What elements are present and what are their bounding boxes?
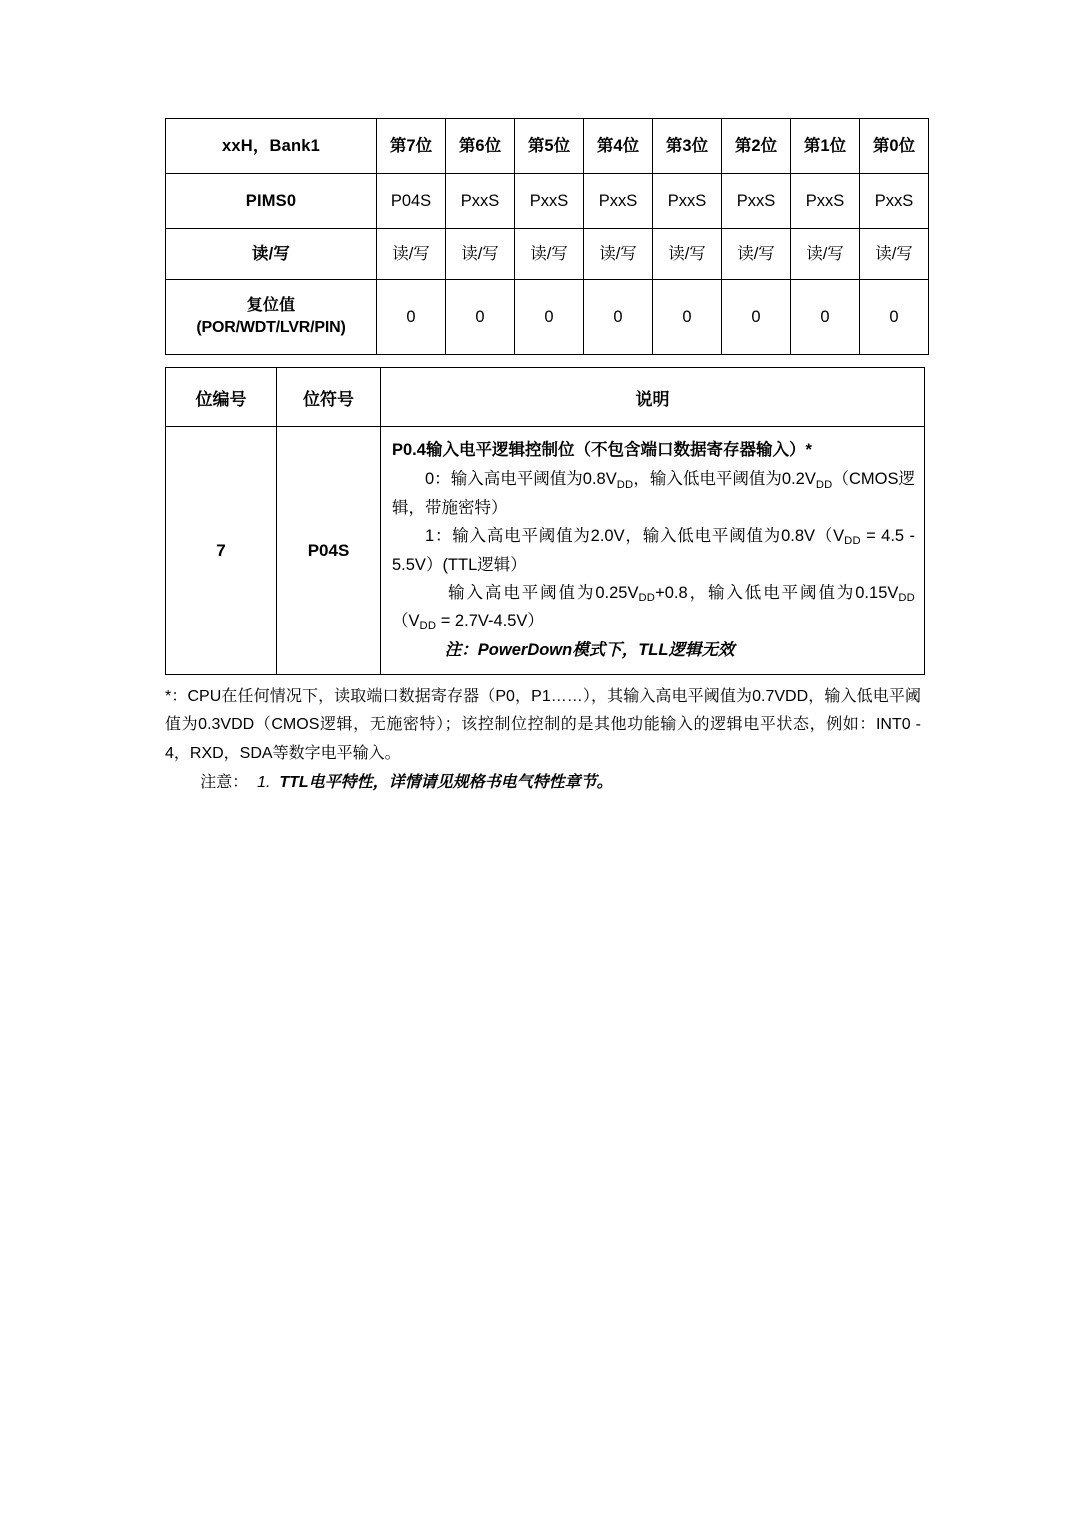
subscript-dd: DD xyxy=(844,535,861,548)
footnote-star: *：CPU在任何情况下，读取端口数据寄存器（P0，P1……），其输入高电平阈值为0.7VDD，输入低电平阈值为0.3VDD（CMOS逻辑，无施密特）；该控制位控制的是其他功能输入的逻辑电平状态，例如：INT0 - 4，RXD，SDA等数字电平输入。 xyxy=(165,688,921,762)
option-0-text-c: （CMOS逻辑，带施密特） xyxy=(392,470,915,517)
footnotes-section xyxy=(165,683,921,798)
document-content xyxy=(165,118,921,798)
bit-position-4: 第4位 xyxy=(584,119,653,174)
extra-text-d: = 2.7V-4.5V） xyxy=(436,612,544,631)
header-description: 说明 xyxy=(381,368,925,427)
bit-position-6: 第6位 xyxy=(446,119,515,174)
option-1-text-a: 1：输入高电平阈值为2.0V，输入低电平阈值为0.8V（V xyxy=(425,527,845,546)
table-row-read-write xyxy=(166,229,929,280)
reset-value-label-line1: 复位值 xyxy=(246,297,296,315)
cell-bit-number: 7 xyxy=(166,427,277,675)
read-write-2: 读/写 xyxy=(722,229,791,280)
cell-bit-symbol: P04S xyxy=(277,427,381,675)
read-write-4: 读/写 xyxy=(584,229,653,280)
subscript-dd: DD xyxy=(815,478,833,491)
register-address-label: xxH，Bank1 xyxy=(166,119,377,174)
read-write-5: 读/写 xyxy=(515,229,584,280)
bit-position-0: 第0位 xyxy=(860,119,929,174)
reset-value-1: 0 xyxy=(791,280,860,355)
bit-position-1: 第1位 xyxy=(791,119,860,174)
read-write-0: 读/写 xyxy=(860,229,929,280)
register-bitmap-table xyxy=(165,118,929,355)
description-option-1 xyxy=(392,522,915,579)
subscript-dd: DD xyxy=(638,592,656,605)
subscript-dd: DD xyxy=(419,620,437,633)
extra-text-a: 输入高电平阈值为0.25V xyxy=(448,583,639,602)
option-0-text-a: 0：输入高电平阈值为0.8V xyxy=(425,470,617,489)
table-row-reset-value xyxy=(166,280,929,355)
read-write-7: 读/写 xyxy=(377,229,446,280)
bit-symbol-3: PxxS xyxy=(653,174,722,229)
reset-value-7: 0 xyxy=(377,280,446,355)
reset-value-0: 0 xyxy=(860,280,929,355)
notice-label: 注意： xyxy=(200,774,249,792)
bit-position-7: 第7位 xyxy=(377,119,446,174)
bit-symbol-7: P04S xyxy=(377,174,446,229)
bit-symbol-2: PxxS xyxy=(722,174,791,229)
table-row xyxy=(166,427,925,675)
table-row-bit-positions xyxy=(166,119,929,174)
bit-position-2: 第2位 xyxy=(722,119,791,174)
description-extra-condition xyxy=(392,579,915,636)
bit-symbol-0: PxxS xyxy=(860,174,929,229)
description-note: 注：PowerDown模式下，TLL逻辑无效 xyxy=(444,640,735,659)
register-name-label: PIMS0 xyxy=(166,174,377,229)
description-title: P0.4输入电平逻辑控制位（不包含端口数据寄存器输入）* xyxy=(392,441,812,459)
description-option-0 xyxy=(392,465,915,522)
read-write-3: 读/写 xyxy=(653,229,722,280)
reset-value-row-label xyxy=(166,280,377,355)
extra-text-c: （V xyxy=(392,612,420,631)
notice-text: TTL电平特性，详情请见规格书电气特性章节。 xyxy=(279,774,613,792)
table-row-bit-symbols xyxy=(166,174,929,229)
bit-position-3: 第3位 xyxy=(653,119,722,174)
table-header-row xyxy=(166,368,925,427)
reset-value-2: 0 xyxy=(722,280,791,355)
read-write-6: 读/写 xyxy=(446,229,515,280)
header-bit-symbol: 位符号 xyxy=(277,368,381,427)
bit-symbol-1: PxxS xyxy=(791,174,860,229)
notice-number: 1. xyxy=(257,774,271,792)
option-1-text-b: = 4.5 - 5.5V）(TTL逻辑） xyxy=(392,527,915,574)
subscript-dd: DD xyxy=(616,478,634,491)
cell-description xyxy=(381,427,925,675)
extra-text-b: +0.8，输入低电平阈值为0.15V xyxy=(655,583,899,602)
reset-value-6: 0 xyxy=(446,280,515,355)
option-0-text-b: ，输入低电平阈值为0.2V xyxy=(633,470,816,489)
bit-symbol-5: PxxS xyxy=(515,174,584,229)
bit-description-table xyxy=(165,367,925,675)
read-write-row-label: 读/写 xyxy=(166,229,377,280)
subscript-dd: DD xyxy=(898,592,915,605)
reset-value-3: 0 xyxy=(653,280,722,355)
reset-value-4: 0 xyxy=(584,280,653,355)
bit-position-5: 第5位 xyxy=(515,119,584,174)
bit-symbol-4: PxxS xyxy=(584,174,653,229)
header-bit-number: 位编号 xyxy=(166,368,277,427)
footnote-notice xyxy=(165,769,921,797)
reset-value-5: 0 xyxy=(515,280,584,355)
read-write-1: 读/写 xyxy=(791,229,860,280)
reset-value-label-line2: (POR/WDT/LVR/PIN) xyxy=(196,319,346,336)
bit-symbol-6: PxxS xyxy=(446,174,515,229)
